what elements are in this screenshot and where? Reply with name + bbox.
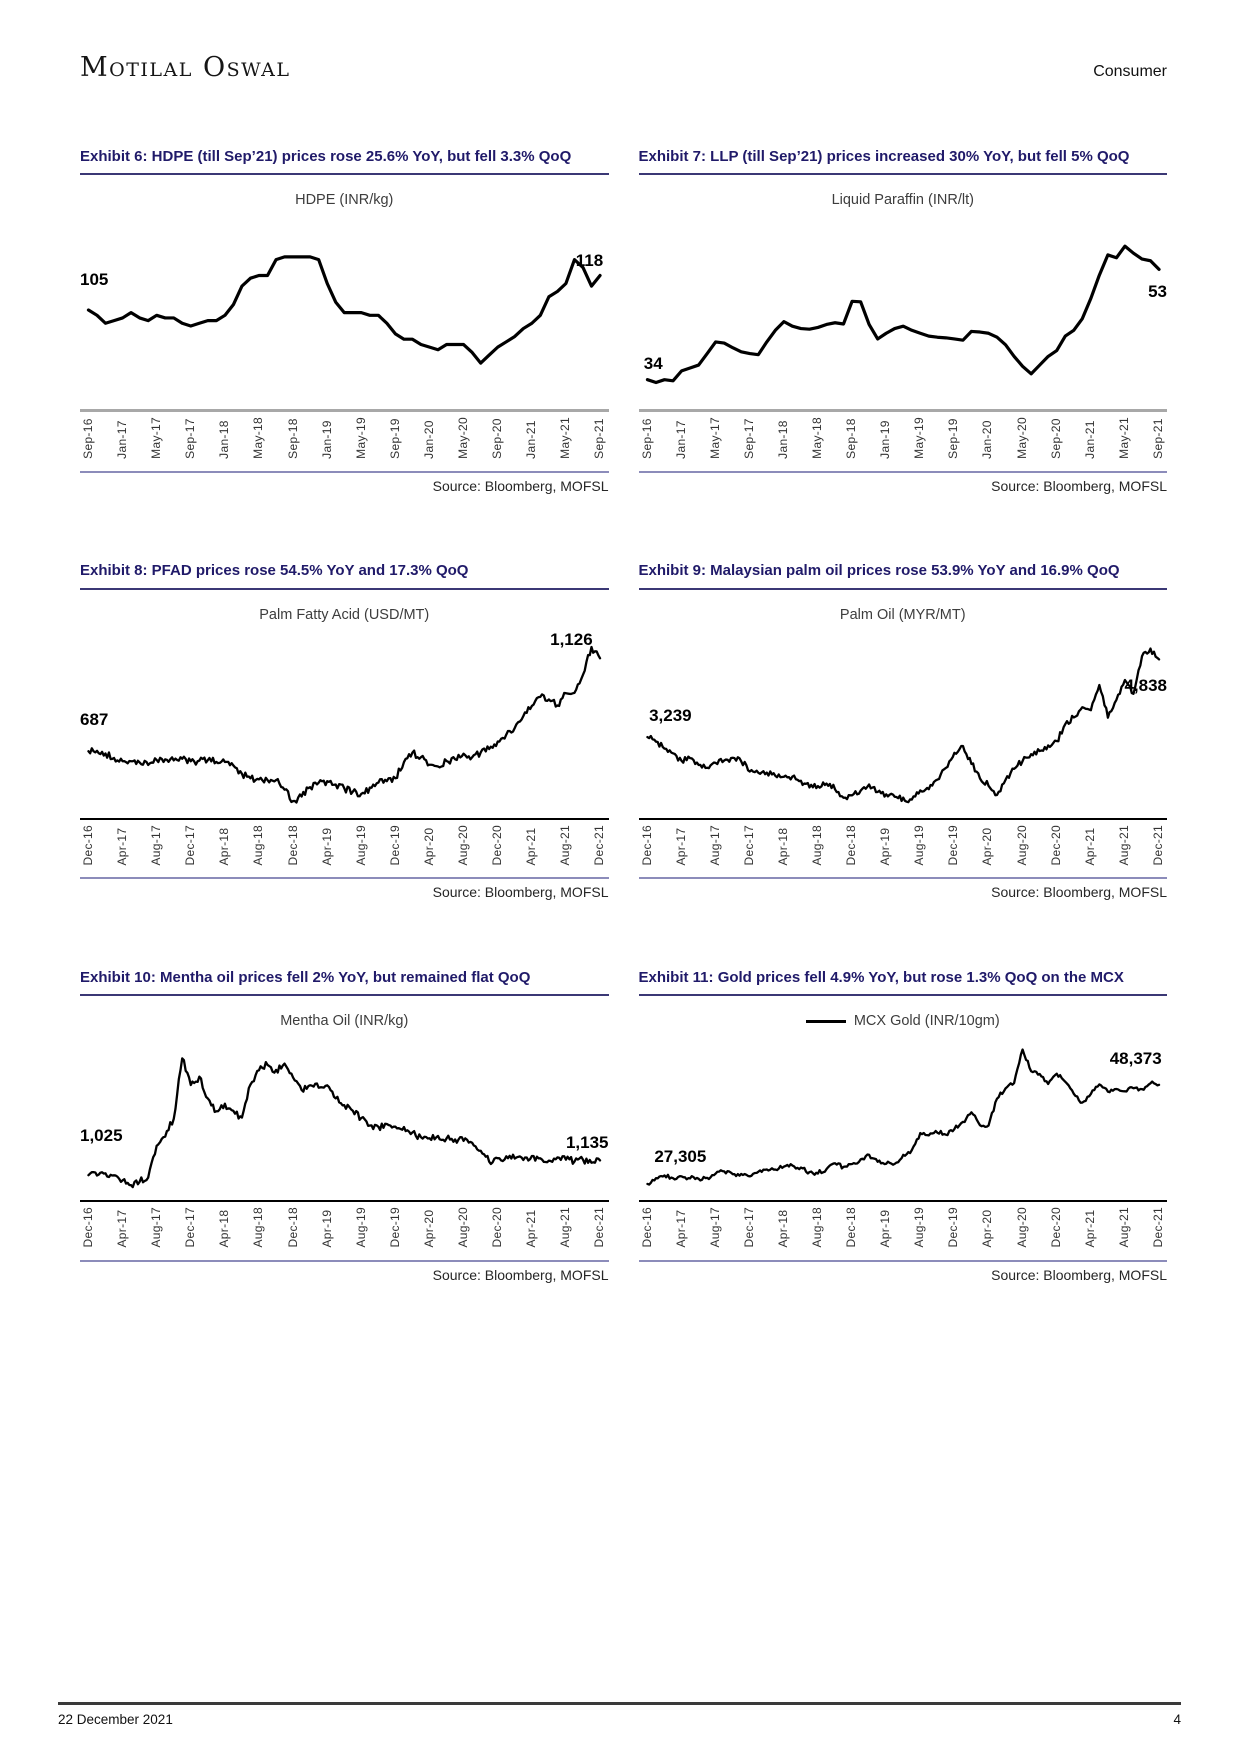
axis-tick-label: Dec-18 [285,824,300,866]
motilal-oswal-logo: Motilal Oswal [80,52,291,83]
axis-tick-label: Apr-21 [1082,827,1097,866]
line-chart [80,1032,609,1200]
exhibit-8 [80,540,609,901]
price-line [647,246,1159,382]
axis-tick-label: Aug-20 [1014,1207,1029,1248]
data-point-label-end: 4,838 [1124,675,1167,695]
axis-tick-label: Aug-17 [149,824,164,866]
axis-tick-label: May-18 [809,417,824,459]
source-note: Source: Bloomberg, MOFSL [432,1266,609,1283]
axis-tick-label: Sep-21 [592,418,607,459]
axis-tick-label: Jan-19 [878,420,893,459]
page-footer [58,1702,1181,1727]
data-point-label-start: 1,025 [80,1126,123,1146]
axis-tick-label: Jan-21 [524,420,539,459]
axis-tick-label: Dec-18 [844,824,859,866]
line-chart [639,211,1168,409]
line-chart [80,626,609,818]
line-chart [639,1032,1168,1200]
line-chart-svg [639,626,1168,818]
axis-tick-label: Apr-19 [319,1210,334,1248]
line-chart [639,626,1168,818]
data-point-label-end: 48,373 [1109,1049,1162,1069]
axis-tick-label: Aug-17 [707,1207,722,1248]
axis-tick-label: Apr-20 [421,1210,436,1248]
axis-tick-label: May-21 [1116,417,1131,459]
chart-legend [639,1010,1168,1032]
axis-tick-label: Sep-19 [387,418,402,459]
divider-rule [80,1260,609,1262]
axis-tick-label: Sep-17 [741,418,756,459]
axis-tick-label: Aug-17 [149,1207,164,1248]
x-axis [80,1200,609,1248]
axis-tick-label: Aug-17 [707,824,722,866]
price-line [647,1050,1159,1185]
data-point-label-end: 1,135 [565,1133,609,1153]
sector-label: Consumer [1093,63,1167,80]
axis-tick-label: Apr-17 [115,1210,130,1248]
chart-title: Palm Oil (MYR/MT) [839,606,966,623]
axis-tick-label: Aug-19 [912,824,927,866]
axis-tick-label: Apr-17 [673,1210,688,1248]
x-axis [639,1200,1168,1248]
axis-tick-label: Jan-17 [115,420,130,459]
x-axis [639,409,1168,459]
axis-tick-label: May-21 [558,417,573,459]
source-note: Source: Bloomberg, MOFSL [432,884,609,901]
axis-tick-label: May-17 [707,417,722,459]
footer-date: 22 December 2021 [58,1712,173,1727]
x-axis [639,818,1168,866]
axis-tick-label: Jan-19 [319,420,334,459]
axis-tick-label: Apr-21 [524,827,539,866]
axis-tick-label: Aug-21 [1116,824,1131,866]
axis-tick-label: Dec-19 [946,1207,961,1248]
axis-tick-label: Sep-21 [1150,418,1165,459]
data-point-label-end: 118 [575,250,604,270]
exhibit-grid [80,125,1167,1283]
axis-tick-label: Aug-19 [912,1207,927,1248]
line-chart-svg [639,211,1168,409]
exhibit-title: Exhibit 11: Gold prices fell 4.9% YoY, but rose 1.3% QoQ on the MCX [639,946,1168,996]
axis-tick-label: Dec-21 [1150,1207,1165,1248]
axis-tick-label: Jan-21 [1082,420,1097,459]
exhibit-title: Exhibit 10: Mentha oil prices fell 2% YoY, but remained flat QoQ [80,946,609,996]
x-axis [80,409,609,459]
axis-tick-label: Dec-17 [741,1207,756,1248]
axis-tick-label: Dec-19 [387,1207,402,1248]
chart-title: Mentha Oil (INR/kg) [280,1013,409,1030]
data-point-label-end: 1,126 [550,629,593,649]
axis-tick-label: May-20 [1014,417,1029,459]
axis-tick-label: Apr-18 [217,827,232,866]
x-axis [80,818,609,866]
divider-rule [639,471,1168,473]
axis-tick-label: Apr-21 [1082,1210,1097,1248]
axis-tick-label: May-20 [456,417,471,459]
axis-tick-label: Dec-20 [1048,1207,1063,1248]
axis-tick-label: Apr-21 [524,1210,539,1248]
divider-rule [639,877,1168,879]
axis-tick-label: Aug-21 [558,1207,573,1248]
axis-tick-label: Sep-20 [1048,418,1063,459]
data-point-label-start: 687 [80,710,109,730]
axis-tick-label: Jan-17 [673,420,688,459]
axis-tick-label: Jan-20 [980,420,995,459]
axis-tick-label: Dec-20 [490,824,505,866]
axis-tick-label: Dec-16 [639,824,654,866]
axis-tick-label: Jan-18 [217,420,232,459]
axis-tick-label: Apr-20 [421,827,436,866]
axis-tick-label: Dec-21 [592,824,607,866]
line-chart-svg [80,626,609,818]
data-point-label-start: 34 [643,353,663,373]
axis-tick-label: Sep-19 [946,418,961,459]
axis-tick-label: Aug-19 [353,1207,368,1248]
data-point-label-start: 27,305 [654,1146,707,1166]
axis-tick-label: Aug-19 [353,824,368,866]
chart-title: Palm Fatty Acid (USD/MT) [259,606,430,623]
axis-tick-label: Aug-20 [456,1207,471,1248]
axis-tick-label: Dec-16 [639,1207,654,1248]
axis-tick-label: Apr-18 [775,827,790,866]
axis-tick-label: Dec-16 [81,1207,95,1248]
exhibit-11 [639,946,1168,1283]
chart-title: HDPE (INR/kg) [295,192,394,208]
axis-tick-label: Sep-16 [639,418,654,459]
axis-tick-label: Aug-18 [251,824,266,866]
price-line [88,257,600,363]
exhibit-7 [639,125,1168,494]
axis-tick-label: May-18 [251,417,266,459]
exhibit-6 [80,125,609,494]
source-note: Source: Bloomberg, MOFSL [991,477,1167,494]
axis-tick-label: May-19 [353,417,368,459]
axis-tick-label: Aug-20 [1014,824,1029,866]
axis-tick-label: Dec-18 [844,1207,859,1248]
axis-tick-label: Apr-17 [673,827,688,866]
axis-tick-label: Apr-20 [980,827,995,866]
axis-tick-label: Apr-19 [878,827,893,866]
divider-rule [80,877,609,879]
page-number: 4 [1173,1712,1181,1727]
axis-tick-label: Aug-21 [1116,1207,1131,1248]
axis-tick-label: Dec-21 [1150,824,1165,866]
chart-title: Liquid Paraffin (INR/lt) [831,192,974,208]
exhibit-title: Exhibit 8: PFAD prices rose 54.5% YoY and 17.3% QoQ [80,540,609,590]
axis-tick-label: Dec-16 [81,824,95,866]
price-line [88,1059,600,1188]
data-point-label-start: 105 [80,270,109,290]
axis-tick-label: Dec-20 [1048,824,1063,866]
axis-tick-label: Aug-20 [456,824,471,866]
legend-label: MCX Gold (INR/10gm) [853,1013,1000,1030]
legend-line-swatch [806,1020,846,1023]
axis-tick-label: Sep-20 [490,418,505,459]
axis-tick-label: Sep-16 [81,418,95,459]
axis-tick-label: Dec-19 [387,824,402,866]
exhibit-9 [639,540,1168,901]
line-chart-svg [80,211,609,409]
axis-tick-label: Apr-19 [878,1210,893,1248]
axis-tick-label: Apr-17 [115,827,130,866]
axis-tick-label: Apr-19 [319,827,334,866]
line-chart [80,211,609,409]
exhibit-title: Exhibit 6: HDPE (till Sep’21) prices rose 25.6% YoY, but fell 3.3% QoQ [80,125,609,175]
axis-tick-label: Apr-18 [217,1210,232,1248]
line-chart-svg [639,1032,1168,1200]
page-header [80,52,1167,83]
axis-tick-label: Aug-18 [809,824,824,866]
axis-tick-label: Dec-18 [285,1207,300,1248]
price-line [647,648,1159,802]
axis-tick-label: May-17 [149,417,164,459]
data-point-label-start: 3,239 [649,706,692,726]
divider-rule [80,471,609,473]
divider-rule [639,1260,1168,1262]
axis-tick-label: Dec-21 [592,1207,607,1248]
exhibit-10 [80,946,609,1283]
axis-tick-label: Aug-18 [809,1207,824,1248]
axis-tick-label: Aug-18 [251,1207,266,1248]
source-note: Source: Bloomberg, MOFSL [432,477,609,494]
axis-tick-label: Apr-20 [980,1210,995,1248]
axis-tick-label: Dec-20 [490,1207,505,1248]
axis-tick-label: Jan-18 [775,420,790,459]
axis-tick-label: Sep-17 [183,418,198,459]
source-note: Source: Bloomberg, MOFSL [991,1266,1167,1283]
axis-tick-label: Aug-21 [558,824,573,866]
line-chart-svg [80,1032,609,1200]
axis-tick-label: May-19 [912,417,927,459]
axis-tick-label: Dec-17 [183,1207,198,1248]
axis-tick-label: Apr-18 [775,1210,790,1248]
axis-tick-label: Dec-19 [946,824,961,866]
source-note: Source: Bloomberg, MOFSL [991,884,1167,901]
exhibit-title: Exhibit 9: Malaysian palm oil prices rose 53.9% YoY and 16.9% QoQ [639,540,1168,590]
axis-tick-label: Sep-18 [285,418,300,459]
axis-tick-label: Sep-18 [844,418,859,459]
exhibit-title: Exhibit 7: LLP (till Sep’21) prices increased 30% YoY, but fell 5% QoQ [639,125,1168,175]
axis-tick-label: Jan-20 [421,420,436,459]
price-line [88,647,600,803]
axis-tick-label: Dec-17 [183,824,198,866]
data-point-label-end: 53 [1148,282,1167,302]
axis-tick-label: Dec-17 [741,824,756,866]
